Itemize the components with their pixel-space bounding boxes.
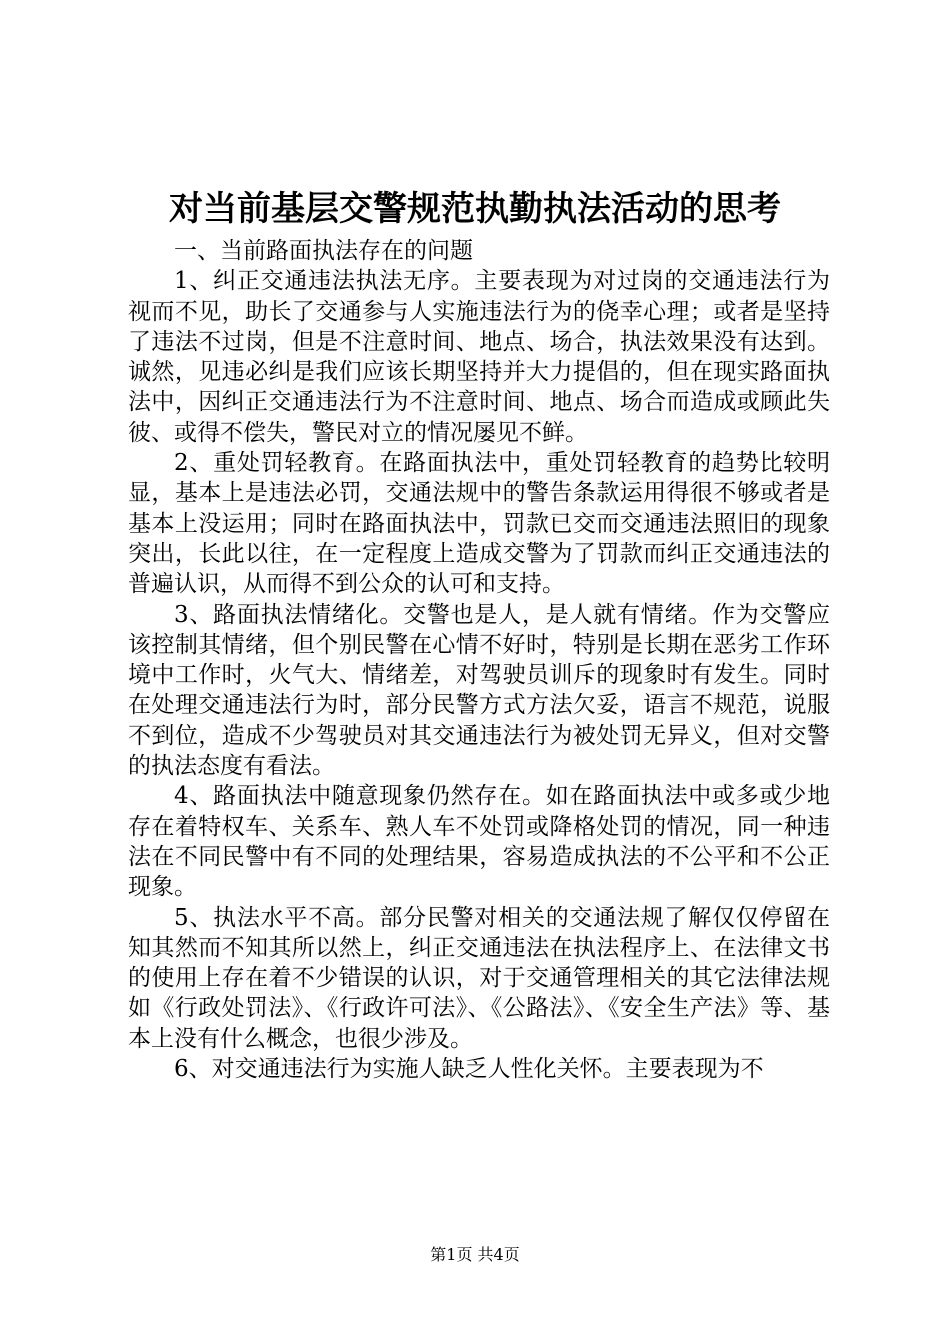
section-heading: 一、当前路面执法存在的问题 [174, 238, 473, 264]
paragraph-2: 2、重处罚轻教育。在路面执法中，重处罚轻教育的趋势比较明显，基本上是违法必罚，交通法规中的警告条款运用得很不够或者是基本上没运用；同时在路面执法中，罚款已交而交通违法照旧的现象突出，长此以往，在一定程度上造成交警为了罚款而纠正交通违法的普遍认识，从而得不到公众的认可和支持。 [128, 450, 830, 598]
paragraph-6: 6、对交通违法行为实施人缺乏人性化关怀。主要表现为不 [174, 1056, 764, 1083]
paragraph-1: 1、纠正交通违法执法无序。主要表现为对过岗的交通违法行为视而不见，助长了交通参与人实施违法行为的侥幸心理；或者是坚持了违法不过岗，但是不注意时间、地点、场合，执法效果没有达到。诚然，见违必纠是我们应该长期坚持并大力提倡的，但在现实路面执法中，因纠正交通违法行为不注意时间、地点、场合而造成或顾此失彼、或得不偿失，警民对立的情况屡见不鲜。 [128, 268, 830, 446]
document-title: 对当前基层交警规范执勤执法活动的思考 [169, 189, 781, 229]
paragraph-3: 3、路面执法情绪化。交警也是人，是人就有情绪。作为交警应该控制其情绪，但个别民警在心情不好时，特别是长期在恶劣工作环境中工作时，火气大、情绪差，对驾驶员训斥的现象时有发生。同时在处理交通违法行为时，部分民警方式方法欠妥，语言不规范，说服不到位，造成不少驾驶员对其交通违法行为被处罚无异义，但对交警的执法态度有看法。 [128, 601, 830, 780]
page-footer: 第1页 共4页 [430, 1245, 520, 1264]
paragraph-5: 5、执法水平不高。部分民警对相关的交通法规了解仅仅停留在知其然而不知其所以然上，纠正交通违法在执法程序上、在法律文书的使用上存在着不少错误的认识，对于交通管理相关的其它法律法规如《行政处罚法》、《行政许可法》、《公路法》、《安全生产法》等、基本上没有什么概念，也很少涉及。 [128, 904, 830, 1052]
document-body [128, 236, 830, 1084]
paragraph-4: 4、路面执法中随意现象仍然存在。如在路面执法中或多或少地存在着特权车、关系车、熟人车不处罚或降格处罚的情况，同一种违法在不同民警中有不同的处理结果，容易造成执法的不公平和不公正现象。 [128, 783, 830, 901]
